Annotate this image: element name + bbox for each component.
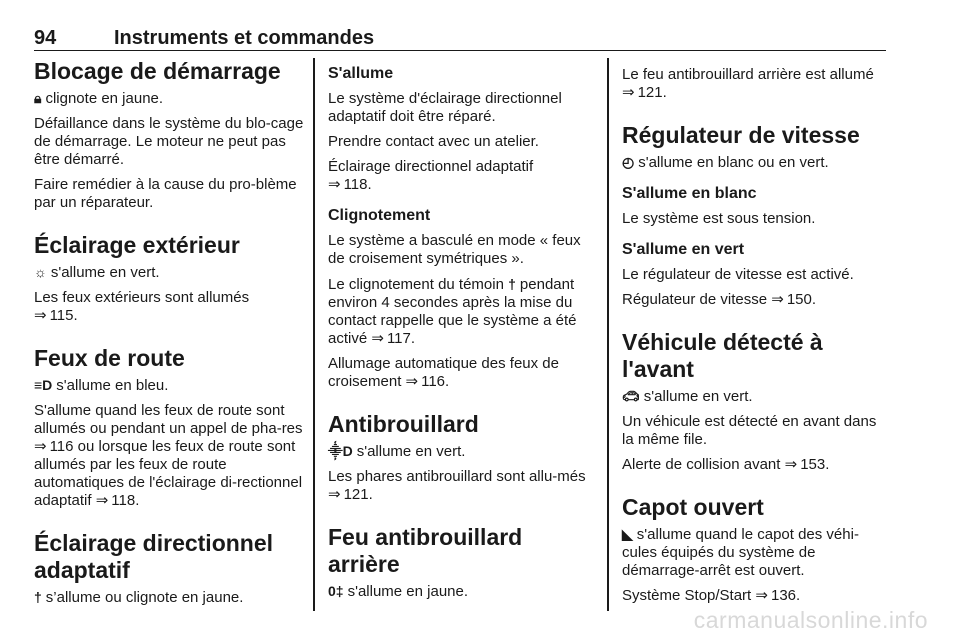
paragraph: S'allume quand les feux de route sont allumés ou pendant un appel de pha-res ⇒ 116 ou lorsque les feux de route sont allumés par les feux de route automatiques de l'éclairage di-rectionnel adaptatif ⇒ 118.	[34, 402, 303, 509]
reference-arrow-icon: ⇒	[95, 492, 109, 509]
column-2	[328, 58, 598, 608]
paragraph: ◣ s'allume quand le capot des véhi-cules équipés du système de démarrage-arrêt est ouvert.	[622, 526, 859, 579]
section-title-feu-ar: Feu antibrouillard arrière	[328, 524, 523, 577]
paragraph: Le système d'éclairage directionnel adaptatif doit être réparé.	[328, 90, 562, 125]
watermark: carmanualsonline.info	[693, 607, 928, 633]
reference-arrow-icon: ⇒	[328, 176, 341, 193]
paragraph: ☼ s'allume en vert.	[34, 264, 160, 281]
subheading-clignotement: Clignotement	[328, 207, 431, 224]
column-divider	[607, 58, 609, 611]
paragraph: Les phares antibrouillard sont allu-més ⇒ 121.	[328, 468, 586, 503]
hood-open-icon: ◣	[622, 526, 633, 542]
subheading-blanc: S'allume en blanc	[622, 185, 757, 202]
paragraph: Le régulateur de vitesse est activé.	[622, 266, 854, 283]
reference-arrow-icon: ⇒	[371, 330, 384, 347]
paragraph: Défaillance dans le système du blo-cage de démarrage. Le moteur ne peut pas être démarré.	[34, 115, 304, 168]
column-divider	[313, 58, 315, 611]
reference-arrow-icon: ⇒	[405, 373, 419, 390]
paragraph: 🚗︎ s'allume en vert.	[622, 388, 753, 405]
paragraph: Le feu antibrouillard arrière est allumé ⇒ 121.	[622, 66, 874, 101]
section-title-capot: Capot ouvert	[622, 494, 764, 520]
section-title-feux-route: Feux de route	[34, 345, 185, 371]
vehicle-ahead-icon: 🚗︎	[622, 388, 640, 404]
immobilizer-icon: 🔒︎	[34, 90, 42, 106]
paragraph: ⸎D s'allume en vert.	[328, 443, 466, 460]
section-title-blocage: Blocage de démarrage	[34, 58, 281, 84]
reference-arrow-icon: ⇒	[771, 291, 784, 308]
paragraph: ◴ s'allume en blanc ou en vert.	[622, 154, 829, 171]
column-3	[622, 58, 892, 612]
afl-icon: †	[34, 589, 42, 605]
reference-arrow-icon: ⇒	[34, 438, 47, 455]
paragraph: 🔒︎ clignote en jaune.	[34, 90, 164, 107]
running-title: Instruments et commandes	[114, 27, 375, 49]
paragraph: ≡D s'allume en bleu.	[34, 377, 169, 394]
paragraph: Les feux extérieurs sont allumés ⇒ 115.	[34, 289, 250, 324]
front-fog-icon: ⸎D	[328, 443, 353, 459]
paragraph: Prendre contact avec un atelier.	[328, 133, 539, 150]
reference-arrow-icon: ⇒	[34, 307, 47, 324]
page-number: 94	[34, 27, 57, 49]
section-title-vehicule: Véhicule détecté à l'avant	[622, 329, 823, 382]
subheading-vert: S'allume en vert	[622, 241, 745, 258]
exterior-light-icon: ☼	[34, 264, 47, 280]
paragraph: 0‡ s'allume en jaune.	[328, 583, 469, 600]
section-title-regulateur: Régulateur de vitesse	[622, 122, 860, 148]
cruise-control-icon: ◴	[622, 154, 635, 170]
reference-arrow-icon: ⇒	[784, 456, 798, 473]
paragraph: Alerte de collision avant ⇒ 153.	[622, 456, 830, 473]
section-title-afl: Éclairage directionnel adaptatif	[34, 530, 274, 583]
reference-arrow-icon: ⇒	[755, 587, 768, 604]
paragraph: Système Stop/Start ⇒ 136.	[622, 587, 801, 604]
paragraph: † s’allume ou clignote en jaune.	[34, 589, 244, 606]
afl-icon: †	[508, 276, 516, 292]
paragraph: Un véhicule est détecté en avant dans la même file.	[622, 413, 877, 448]
page-header	[34, 0, 886, 51]
rear-fog-icon: 0‡	[328, 583, 344, 599]
paragraph: Régulateur de vitesse ⇒ 150.	[622, 291, 817, 308]
column-1	[34, 58, 304, 614]
reference-arrow-icon: ⇒	[622, 84, 635, 101]
paragraph: Le système est sous tension.	[622, 210, 816, 227]
reference-arrow-icon: ⇒	[328, 486, 341, 503]
paragraph: Le système a basculé en mode « feux de croisement symétriques ».	[328, 232, 581, 267]
paragraph: Allumage automatique des feux de croisement ⇒ 116.	[328, 355, 559, 390]
section-title-eclairage: Éclairage extérieur	[34, 232, 240, 258]
subheading-sallume: S'allume	[328, 65, 394, 82]
paragraph: Éclairage directionnel adaptatif ⇒ 118.	[328, 158, 534, 193]
paragraph: Le clignotement du témoin † pendant environ 4 secondes après la mise du contact rappelle que le système a été activé ⇒ 117.	[328, 276, 577, 347]
section-title-antibrouillard: Antibrouillard	[328, 411, 479, 437]
paragraph: Faire remédier à la cause du pro-blème par un réparateur.	[34, 176, 297, 211]
high-beam-icon: ≡D	[34, 377, 53, 393]
